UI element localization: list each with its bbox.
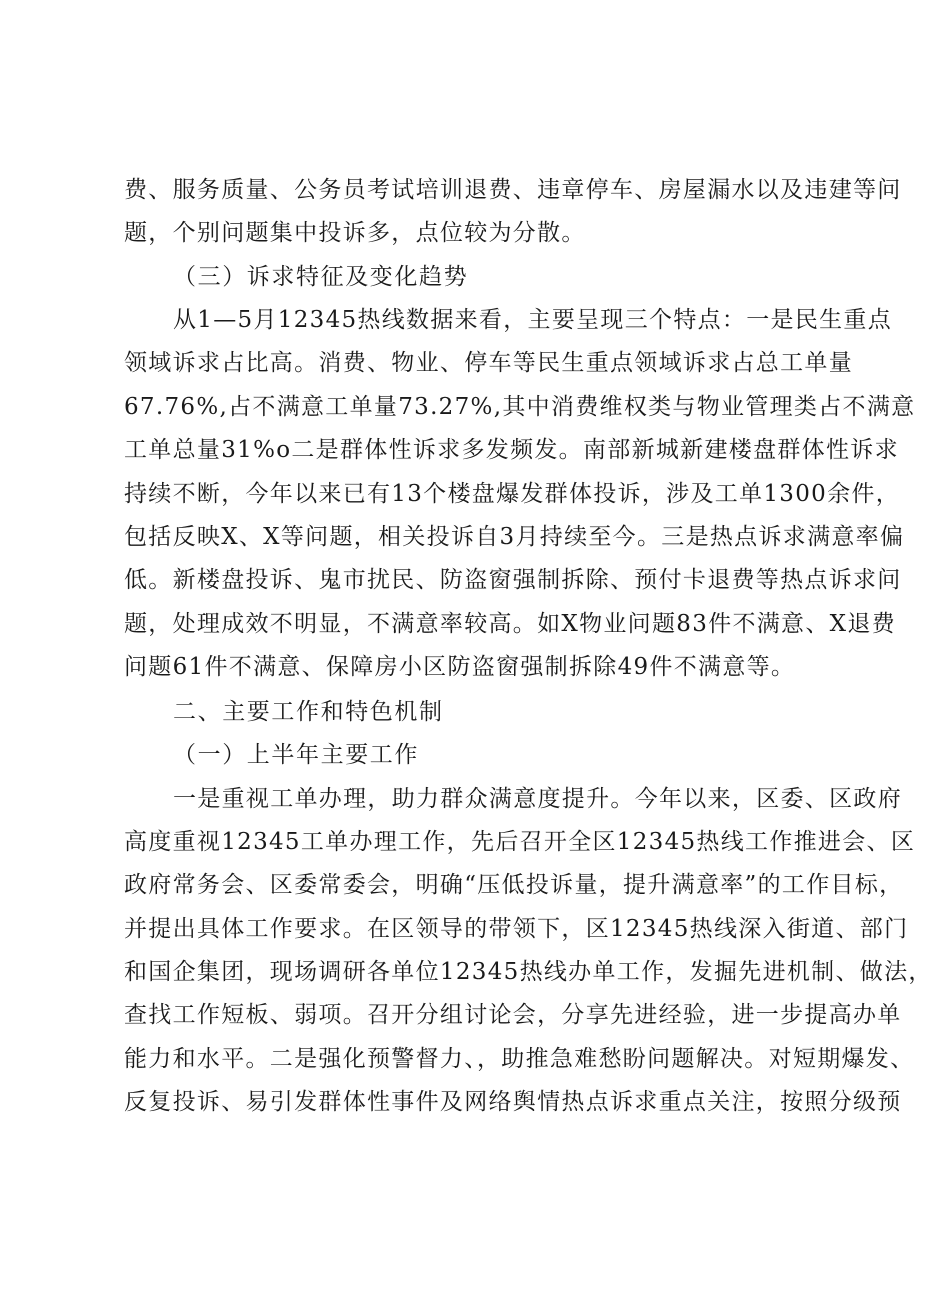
text-line-1: 费、服务质量、公务员考试培训退费、违章停车、房屋漏水以及违建等问 (124, 177, 902, 203)
text-line-22: 反复投诉、易引发群体性事件及网络舆情热点诉求重点关注，按照分级预 (124, 1089, 902, 1115)
text-line-18: 并提出具体工作要求。在区领导的带领下，区12345热线深入街道、部门 (124, 916, 909, 942)
text-line-6: 67.76%,占不满意工单量73.27%,其中消费维权类与物业管理类占不满意 (124, 394, 916, 420)
text-line-4: 从1—5月12345热线数据来看，主要呈现三个特点：一是民生重点 (173, 307, 893, 333)
text-line-16: 高度重视12345工单办理工作，先后召开全区12345热线工作推进会、区 (124, 829, 916, 855)
text-line-7: 工单总量31%o二是群体性诉求多发频发。南部新城新建楼盘群体性诉求 (124, 437, 899, 463)
text-line-2: 题，个别问题集中投诉多，点位较为分散。 (124, 220, 586, 246)
text-line-8: 持续不断，今年以来已有13个楼盘爆发群体投诉，涉及工单1300余件， (124, 481, 900, 507)
text-line-10: 低。新楼盘投诉、鬼市扰民、防盗窗强制拆除、预付卡退费等热点诉求问 (124, 567, 902, 593)
text-line-9: 包括反映X、X等问题，相关投诉自3月持续至今。三是热点诉求满意率偏 (124, 524, 905, 550)
section-heading-3: （三）诉求特征及变化趋势 (173, 264, 469, 290)
text-line-17: 政府常务会、区委常委会，明确“压低投诉量，提升满意率”的工作目标， (124, 872, 904, 898)
text-line-11: 题，处理成效不明显，不满意率较高。如X物业问题83件不满意、X退费 (124, 611, 896, 637)
text-line-15: 一是重视工单办理，助力群众满意度提升。今年以来，区委、区政府 (173, 786, 902, 812)
section-heading-sub: （一）上半年主要工作 (173, 742, 419, 768)
text-line-19: 和国企集团，现场调研各单位12345热线办单工作，发掘先进机制、做法， (124, 959, 933, 985)
text-line-12: 问题61件不满意、保障房小区防盗窗强制拆除49件不满意等。 (124, 654, 796, 680)
text-line-21: 能力和水平。二是强化预警督力、，助推急难愁盼问题解决。对短期爆发、 (124, 1046, 915, 1072)
text-line-20: 查找工作短板、弱项。召开分组讨论会，分享先进经验，进一步提高办单 (124, 1002, 902, 1028)
section-heading-main: 二、主要工作和特色机制 (173, 699, 444, 725)
text-line-5: 领域诉求占比高。消费、物业、停车等民生重点领域诉求占总工单量 (124, 350, 853, 376)
